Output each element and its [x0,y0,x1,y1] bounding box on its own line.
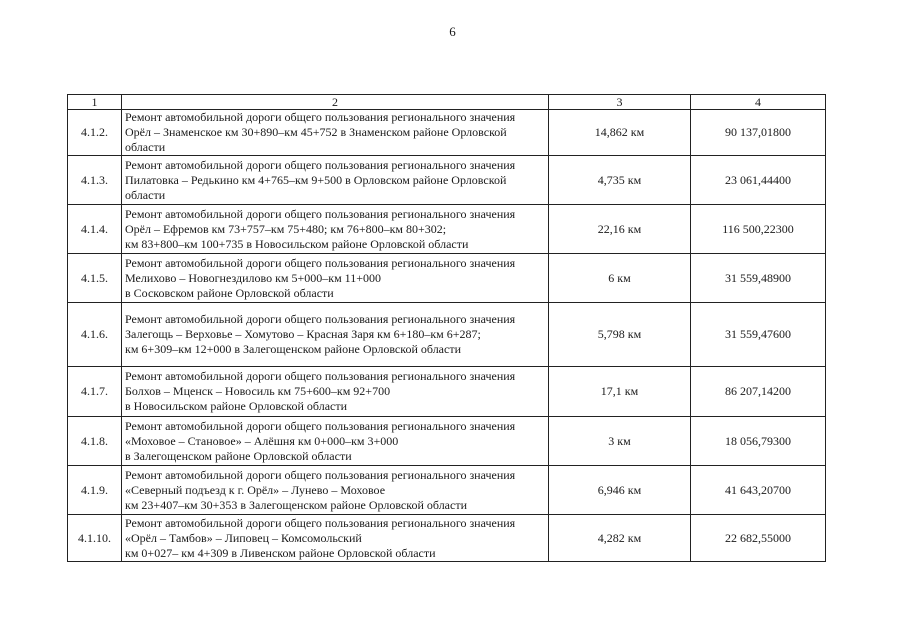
description-line: «Северный подъезд к г. Орёл» – Лунево – Моховое [125,482,386,497]
row-cost: 41 643,20700 [691,466,826,515]
description-line: Мелихово – Новогнездилово км 5+000–км 11+000 [125,270,382,285]
table-row [68,156,826,205]
row-number: 4.1.9. [68,466,122,515]
row-number: 4.1.6. [68,303,122,367]
header-cell-3: 3 [549,95,691,110]
row-number: 4.1.3. [68,156,122,205]
description-line: Ремонт автомобильной дороги общего пользования регионального значения [125,157,516,172]
description-line: км 0+027– км 4+309 в Ливенском районе Орловской области [125,545,436,560]
header-cell-2: 2 [122,95,549,110]
row-description [122,156,549,205]
description-line: Ремонт автомобильной дороги общего пользования регионального значения [125,312,516,326]
row-cost: 90 137,01800 [691,110,826,156]
row-number: 4.1.7. [68,367,122,417]
row-length: 6 км [549,254,691,303]
row-number: 4.1.5. [68,254,122,303]
description-line: км 23+407–км 30+353 в Залегощенском районе Орловской области [125,497,467,512]
description-line: Ремонт автомобильной дороги общего пользования регионального значения [125,515,516,530]
table-row [68,110,826,156]
table-row [68,515,826,562]
row-cost: 31 559,48900 [691,254,826,303]
description-line: км 6+309–км 12+000 в Залегощенском районе Орловской области [125,342,461,356]
row-cost: 31 559,47600 [691,303,826,367]
row-description [122,110,549,156]
table-header-row [68,95,826,110]
table-row [68,205,826,254]
description-line: Болхов – Мценск – Новосиль км 75+600–км 92+700 [125,384,391,398]
row-number: 4.1.10. [68,515,122,562]
row-cost: 86 207,14200 [691,367,826,417]
row-description [122,367,549,417]
description-line: области [125,187,166,202]
row-length: 14,862 км [549,110,691,156]
table-row [68,254,826,303]
row-cost: 23 061,44400 [691,156,826,205]
description-line: км 83+800–км 100+735 в Новосильском районе Орловской области [125,236,469,251]
row-description [122,254,549,303]
description-line: Орёл – Ефремов км 73+757–км 75+480; км 76+800–км 80+302; [125,221,447,236]
description-line: в Сосковском районе Орловской области [125,285,334,300]
row-cost: 116 500,22300 [691,205,826,254]
row-length: 4,282 км [549,515,691,562]
description-line: Ремонт автомобильной дороги общего пользования регионального значения [125,110,516,124]
row-description [122,466,549,515]
row-cost: 22 682,55000 [691,515,826,562]
header-cell-1: 1 [68,95,122,110]
description-line: области [125,140,166,154]
row-length: 5,798 км [549,303,691,367]
road-repair-table [67,94,826,562]
description-line: Ремонт автомобильной дороги общего пользования регионального значения [125,418,516,433]
row-description [122,205,549,254]
row-length: 6,946 км [549,466,691,515]
description-line: «Орёл – Тамбов» – Липовец – Комсомольский [125,530,362,545]
row-length: 4,735 км [549,156,691,205]
description-line: «Моховое – Становое» – Алёшня км 0+000–км 3+000 [125,433,399,448]
description-line: Ремонт автомобильной дороги общего пользования регионального значения [125,206,516,221]
row-number: 4.1.2. [68,110,122,156]
row-description [122,303,549,367]
row-number: 4.1.8. [68,417,122,466]
row-length: 17,1 км [549,367,691,417]
row-description [122,417,549,466]
description-line: в Новосильском районе Орловской области [125,399,348,413]
description-line: Ремонт автомобильной дороги общего пользования регионального значения [125,467,516,482]
header-cell-4: 4 [691,95,826,110]
row-length: 22,16 км [549,205,691,254]
description-line: Пилатовка – Редькино км 4+765–км 9+500 в Орловском районе Орловской [125,172,507,187]
row-length: 3 км [549,417,691,466]
table-row [68,417,826,466]
table-row [68,303,826,367]
row-number: 4.1.4. [68,205,122,254]
description-line: Орёл – Знаменское км 30+890–км 45+752 в Знаменском районе Орловской [125,125,507,139]
table-row [68,466,826,515]
row-description [122,515,549,562]
row-cost: 18 056,79300 [691,417,826,466]
description-line: в Залегощенском районе Орловской области [125,448,352,463]
page-number: 6 [449,24,456,39]
description-line: Ремонт автомобильной дороги общего пользования регионального значения [125,369,516,383]
description-line: Залегощь – Верховье – Хомутово – Красная Заря км 6+180–км 6+287; [125,327,481,341]
description-line: Ремонт автомобильной дороги общего пользования регионального значения [125,255,516,270]
table-row [68,367,826,417]
